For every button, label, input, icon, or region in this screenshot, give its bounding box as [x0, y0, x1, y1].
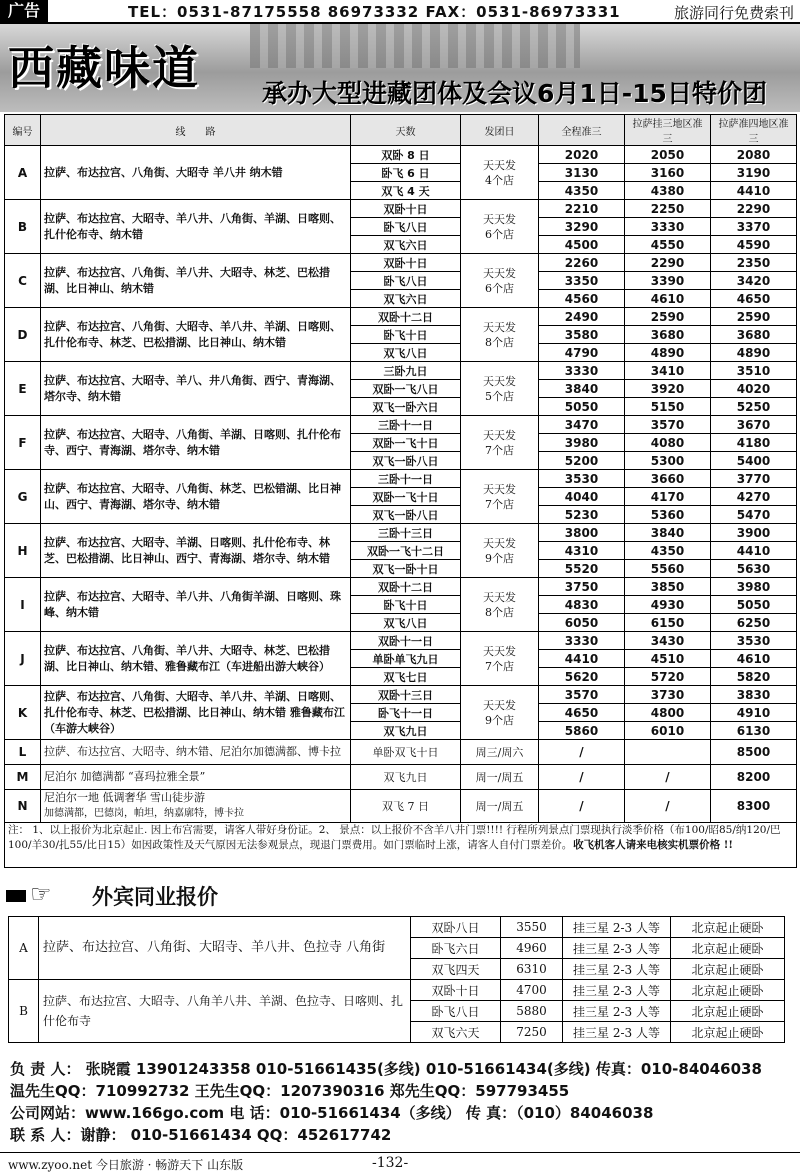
trip-duration: 双飞一卧八日 [351, 506, 461, 524]
table-row [5, 632, 797, 650]
trip-duration: 单卧双飞十日 [351, 740, 461, 765]
departure-schedule [461, 632, 539, 686]
price-lhasa-4star: 5470 [711, 506, 797, 524]
price-lhasa-3star: 5150 [625, 398, 711, 416]
trip-duration: 双卧十日 [351, 200, 461, 218]
departure-line: 天天发 [483, 644, 516, 658]
foreign-train: 北京起止硬卧 [671, 959, 785, 980]
price-lhasa-3star: 2290 [625, 254, 711, 272]
banner [0, 24, 800, 112]
table-row [5, 470, 797, 488]
trip-duration: 双卧十二日 [351, 578, 461, 596]
trip-duration: 三卧十三日 [351, 524, 461, 542]
trip-duration: 双飞一卧八日 [351, 452, 461, 470]
trip-duration: 双卧一飞十二日 [351, 542, 461, 560]
price-full-3star: 3750 [539, 578, 625, 596]
trip-duration: 三卧十一日 [351, 470, 461, 488]
departure-line: 6个店 [485, 227, 514, 241]
price-lhasa-3star: 6010 [625, 722, 711, 740]
price-full-3star: 4310 [539, 542, 625, 560]
price-lhasa-3star: 3330 [625, 218, 711, 236]
price-lhasa-4star: 4610 [711, 650, 797, 668]
price-full-3star: 2210 [539, 200, 625, 218]
foreign-price: 4960 [501, 938, 563, 959]
footer-qq: 温先生QQ：710992732 王先生QQ：1207390316 郑先生QQ：597793455 [10, 1082, 570, 1100]
price-lhasa-3star: 3920 [625, 380, 711, 398]
departure-schedule [461, 362, 539, 416]
price-lhasa-3star: 3390 [625, 272, 711, 290]
departure-line: 4个店 [485, 173, 514, 187]
departure-line: 9个店 [485, 713, 514, 727]
price-lhasa-3star: 4170 [625, 488, 711, 506]
foreign-train: 北京起止硬卧 [671, 917, 785, 938]
foreign-route-description: 拉萨、布达拉宫、八角街、大昭寺、羊八井、色拉寺 八角街 [39, 917, 411, 980]
table-row [5, 524, 797, 542]
price-lhasa-3star: 2050 [625, 146, 711, 164]
table-row [5, 362, 797, 380]
route-description: 拉萨、布达拉宫、大昭寺、八角街、林芝、巴松错湖、比日神山、西宁、青海湖、塔尔寺、纳木错 [41, 470, 351, 524]
header-departure: 发团日 [461, 115, 539, 146]
price-lhasa-4star: 3190 [711, 164, 797, 182]
note-row [5, 823, 797, 868]
table-row [5, 686, 797, 704]
price-lhasa-4star: 5630 [711, 560, 797, 578]
foreign-hotel: 挂三星 2-3 人等 [563, 938, 671, 959]
trip-duration: 双卧一飞八日 [351, 380, 461, 398]
trip-duration: 双飞一卧六日 [351, 398, 461, 416]
page-number: -132- [372, 1155, 409, 1171]
departure-schedule: 周一/周五 [461, 790, 539, 823]
price-full-3star: 3290 [539, 218, 625, 236]
banner-subtitle: 承办大型进藏团体及会议6月1日-15日特价团 [262, 79, 767, 108]
route-code: B [5, 200, 41, 254]
table-row [5, 765, 797, 790]
trip-duration: 双飞一卧十日 [351, 560, 461, 578]
price-lhasa-4star: 2080 [711, 146, 797, 164]
route-code: D [5, 308, 41, 362]
table-row [5, 578, 797, 596]
trip-duration: 双卧 8 日 [351, 146, 461, 164]
foreign-price: 7250 [501, 1022, 563, 1043]
route-code: G [5, 470, 41, 524]
route-description [41, 790, 351, 823]
route-description [41, 765, 351, 790]
trip-duration: 双飞 4 天 [351, 182, 461, 200]
trip-duration: 三卧十一日 [351, 416, 461, 434]
free-catalog-text: 旅游同行免费索刊 [673, 4, 794, 22]
foreign-row [9, 980, 785, 1001]
contact-footer [10, 1058, 762, 1146]
route-code: J [5, 632, 41, 686]
trip-duration: 双飞七日 [351, 668, 461, 686]
foreign-trip: 双飞六天 [411, 1022, 501, 1043]
price-lhasa-4star: 3680 [711, 326, 797, 344]
trip-duration: 三卧九日 [351, 362, 461, 380]
price-lhasa-3star: 5720 [625, 668, 711, 686]
price-full-3star: 3530 [539, 470, 625, 488]
trip-duration: 双飞 7 日 [351, 790, 461, 823]
price-lhasa-4star: 6130 [711, 722, 797, 740]
table-row [5, 740, 797, 765]
departure-line: 天天发 [483, 158, 516, 172]
foreign-trip: 卧飞八日 [411, 1001, 501, 1022]
trip-duration: 双飞九日 [351, 765, 461, 790]
price-lhasa-4star: 3370 [711, 218, 797, 236]
trip-duration: 卧飞十一日 [351, 704, 461, 722]
trip-duration: 卧飞八日 [351, 218, 461, 236]
price-lhasa-4star: 2350 [711, 254, 797, 272]
route-main-text: 尼泊尔一地 低调奢华 雪山徒步游 [44, 791, 205, 804]
departure-schedule [461, 578, 539, 632]
price-lhasa-3star: 3680 [625, 326, 711, 344]
price-lhasa-3star: 5300 [625, 452, 711, 470]
price-full-3star: 3330 [539, 362, 625, 380]
price-lhasa-4star: 3420 [711, 272, 797, 290]
header-route: 线 路 [41, 115, 351, 146]
departure-line: 天天发 [483, 374, 516, 388]
foreign-route-code: A [9, 917, 39, 980]
price-full-3star: 4350 [539, 182, 625, 200]
departure-line: 8个店 [485, 605, 514, 619]
departure-schedule [461, 146, 539, 200]
price-full-3star: 6050 [539, 614, 625, 632]
price-lhasa-4star: 4590 [711, 236, 797, 254]
route-code: C [5, 254, 41, 308]
price-lhasa-4star: 3510 [711, 362, 797, 380]
price-lhasa-3star: 5560 [625, 560, 711, 578]
route-code: I [5, 578, 41, 632]
route-main-text: 尼泊尔 加德满都 “喜玛拉雅全景” [44, 770, 206, 783]
price-lhasa-4star: 8500 [711, 740, 797, 765]
price-table [4, 114, 797, 868]
foreign-price: 4700 [501, 980, 563, 1001]
price-lhasa-3star: 4930 [625, 596, 711, 614]
potala-palace-image [250, 24, 580, 68]
trip-duration: 双卧一飞十日 [351, 434, 461, 452]
departure-schedule [461, 416, 539, 470]
route-code: H [5, 524, 41, 578]
departure-schedule: 周一/周五 [461, 765, 539, 790]
departure-schedule: 周三/周六 [461, 740, 539, 765]
departure-line: 7个店 [485, 659, 514, 673]
departure-line: 天天发 [483, 320, 516, 334]
price-full-3star: / [539, 765, 625, 790]
price-full-3star: 5050 [539, 398, 625, 416]
foreign-price: 5880 [501, 1001, 563, 1022]
foreign-trip: 双卧八日 [411, 917, 501, 938]
foreign-route-description: 拉萨、布达拉宫、大昭寺、八角羊八井、羊湖、色拉寺、日喀则、扎什伦布寺 [39, 980, 411, 1043]
price-full-3star: 3800 [539, 524, 625, 542]
price-full-3star: 5200 [539, 452, 625, 470]
price-lhasa-4star: 4890 [711, 344, 797, 362]
price-lhasa-3star: 3850 [625, 578, 711, 596]
price-lhasa-4star: 5250 [711, 398, 797, 416]
price-lhasa-4star: 3980 [711, 578, 797, 596]
foreign-hotel: 挂三星 2-3 人等 [563, 1001, 671, 1022]
trip-duration: 单卧单飞九日 [351, 650, 461, 668]
foreign-trip: 卧飞六日 [411, 938, 501, 959]
trip-duration: 双飞六日 [351, 290, 461, 308]
price-full-3star: 5520 [539, 560, 625, 578]
route-description: 拉萨、布达拉宫、八角街、羊八井、大昭寺、林芝、巴松措湖、比日神山、纳木错 [41, 254, 351, 308]
price-full-3star: 3570 [539, 686, 625, 704]
price-lhasa-3star: 3730 [625, 686, 711, 704]
table-row [5, 254, 797, 272]
price-lhasa-4star: 2290 [711, 200, 797, 218]
foreign-hotel: 挂三星 2-3 人等 [563, 917, 671, 938]
trip-duration: 双卧十三日 [351, 686, 461, 704]
header-code: 编号 [5, 115, 41, 146]
price-full-3star: 3330 [539, 632, 625, 650]
foreign-price: 3550 [501, 917, 563, 938]
price-full-3star: 2490 [539, 308, 625, 326]
price-full-3star: 2260 [539, 254, 625, 272]
price-lhasa-4star: 4650 [711, 290, 797, 308]
header-price-2: 拉萨挂三地区准三 [625, 115, 711, 146]
price-full-3star: 5620 [539, 668, 625, 686]
price-lhasa-4star: 4410 [711, 182, 797, 200]
table-row [5, 200, 797, 218]
departure-schedule [461, 254, 539, 308]
price-lhasa-3star [625, 740, 711, 765]
price-lhasa-4star: 6250 [711, 614, 797, 632]
price-full-3star: 4040 [539, 488, 625, 506]
page-footer [0, 1152, 800, 1173]
foreign-price-table [8, 916, 785, 1043]
foreign-trip: 双飞四天 [411, 959, 501, 980]
route-description: 拉萨、布达拉宫、八角街、大昭寺 羊八井 纳木错 [41, 146, 351, 200]
departure-line: 天天发 [483, 698, 516, 712]
price-lhasa-4star: 5050 [711, 596, 797, 614]
price-lhasa-3star: 5360 [625, 506, 711, 524]
price-lhasa-3star: 3660 [625, 470, 711, 488]
foreign-row [9, 917, 785, 938]
price-lhasa-4star: 4180 [711, 434, 797, 452]
route-code: M [5, 765, 41, 790]
departure-schedule [461, 524, 539, 578]
top-bar [0, 0, 800, 24]
route-description: 拉萨、布达拉宫、八角街、羊八井、大昭寺、林芝、巴松措湖、比日神山、纳木错、雅鲁藏布江（车进船出游大峡谷） [41, 632, 351, 686]
departure-line: 7个店 [485, 443, 514, 457]
trip-duration: 双卧十一日 [351, 632, 461, 650]
departure-schedule [461, 686, 539, 740]
departure-line: 天天发 [483, 428, 516, 442]
price-lhasa-3star: / [625, 790, 711, 823]
price-full-3star: 4500 [539, 236, 625, 254]
route-description: 拉萨、布达拉宫、八角街、大昭寺、羊八井、羊湖、日喀则、扎什伦布寺、林芝、巴松措湖、比日神山、纳木错 [41, 308, 351, 362]
price-lhasa-4star: 4910 [711, 704, 797, 722]
price-lhasa-4star: 4270 [711, 488, 797, 506]
price-lhasa-3star: 3570 [625, 416, 711, 434]
foreign-train: 北京起止硬卧 [671, 1022, 785, 1043]
price-lhasa-3star: 2590 [625, 308, 711, 326]
departure-schedule [461, 470, 539, 524]
route-code: L [5, 740, 41, 765]
route-description: 拉萨、布达拉宫、大昭寺、羊八井、八角街、羊湖、日喀则、扎什伦布寺、纳木错 [41, 200, 351, 254]
price-full-3star: 3980 [539, 434, 625, 452]
price-lhasa-3star: 4510 [625, 650, 711, 668]
route-description [41, 740, 351, 765]
section-bar [6, 890, 26, 902]
price-lhasa-3star: 3410 [625, 362, 711, 380]
price-lhasa-4star: 2590 [711, 308, 797, 326]
trip-duration: 双飞八日 [351, 614, 461, 632]
trip-duration: 卧飞八日 [351, 272, 461, 290]
foreign-price: 6310 [501, 959, 563, 980]
foreign-train: 北京起止硬卧 [671, 980, 785, 1001]
table-row [5, 146, 797, 164]
note-tail: 收飞机客人请来电核实机票价格 !! [573, 839, 733, 851]
route-sub-text: 加德满都，巴德岗，帕坦，纳嘉廓特，博卡拉 [44, 808, 244, 819]
price-lhasa-3star: 4350 [625, 542, 711, 560]
footer-contact: 联 系 人：谢静： 010-51661434 QQ：452617742 [10, 1126, 392, 1144]
banner-title: 西藏味道 [8, 41, 200, 95]
ad-tag: 广告 [0, 0, 48, 22]
departure-line: 7个店 [485, 497, 514, 511]
departure-schedule [461, 200, 539, 254]
trip-duration: 双飞六日 [351, 236, 461, 254]
price-lhasa-4star: 3530 [711, 632, 797, 650]
price-lhasa-3star: 3840 [625, 524, 711, 542]
table-header [5, 115, 797, 146]
price-full-3star: 3580 [539, 326, 625, 344]
departure-line: 天天发 [483, 212, 516, 226]
departure-line: 8个店 [485, 335, 514, 349]
footer-website: 公司网站：www.166go.com 电 话：010-51661434（多线） 传 真：（010）84046038 [10, 1104, 654, 1122]
price-lhasa-4star: 8200 [711, 765, 797, 790]
notes [5, 823, 797, 868]
table-row [5, 790, 797, 823]
price-lhasa-3star: 6150 [625, 614, 711, 632]
departure-line: 天天发 [483, 590, 516, 604]
header-price-1: 全程准三 [539, 115, 625, 146]
foreign-train: 北京起止硬卧 [671, 1001, 785, 1022]
price-full-3star: / [539, 790, 625, 823]
price-full-3star: 4410 [539, 650, 625, 668]
price-full-3star: 3840 [539, 380, 625, 398]
price-full-3star: 4790 [539, 344, 625, 362]
note-text: 注： 1、以上报价为北京起止. 因上布宫需要，请客人带好身份证。2、 景点：以上报价不含羊八井门票!!!! 行程所列景点门票现执行淡季价格（布100/昭85/纳120/巴100/羊30/扎55/比日15）如因政策性及天气原因无法参观景点，现退门票费用。如门票临时上涨，请客人自付门票差价。 [8, 824, 781, 851]
route-code: K [5, 686, 41, 740]
pointing-hand-icon: ☞ [30, 880, 52, 908]
table-row [5, 308, 797, 326]
trip-duration: 双卧十二日 [351, 308, 461, 326]
route-description: 拉萨、布达拉宫、大昭寺、羊湖、日喀则、扎什伦布寺、林芝、巴松措湖、比日神山、西宁、青海湖、塔尔寺、纳木错 [41, 524, 351, 578]
price-lhasa-3star: 3160 [625, 164, 711, 182]
price-full-3star: / [539, 740, 625, 765]
table-row [5, 416, 797, 434]
price-lhasa-4star: 3770 [711, 470, 797, 488]
trip-duration: 卧飞 6 日 [351, 164, 461, 182]
price-lhasa-4star: 5820 [711, 668, 797, 686]
departure-line: 天天发 [483, 266, 516, 280]
price-full-3star: 4560 [539, 290, 625, 308]
price-full-3star: 4830 [539, 596, 625, 614]
route-code: E [5, 362, 41, 416]
price-lhasa-3star: 4890 [625, 344, 711, 362]
route-main-text: 拉萨、布达拉宫、大昭寺、纳木错、尼泊尔加德满都、博卡拉 [44, 745, 341, 758]
departure-line: 9个店 [485, 551, 514, 565]
price-full-3star: 3130 [539, 164, 625, 182]
top-contact: TEL：0531-87175558 86973332 FAX：0531-86973331 [128, 3, 621, 21]
foreign-route-code: B [9, 980, 39, 1043]
price-lhasa-4star: 8300 [711, 790, 797, 823]
price-lhasa-3star: 4550 [625, 236, 711, 254]
price-lhasa-3star: 3430 [625, 632, 711, 650]
trip-duration: 卧飞十日 [351, 596, 461, 614]
price-lhasa-4star: 4410 [711, 542, 797, 560]
departure-line: 天天发 [483, 536, 516, 550]
foreign-hotel: 挂三星 2-3 人等 [563, 959, 671, 980]
departure-schedule [461, 308, 539, 362]
route-description: 拉萨、布达拉宫、八角街、大昭寺、羊八井、羊湖、日喀则、扎什伦布寺、林芝、巴松措湖、比日神山、纳木错 雅鲁藏布江（车游大峡谷） [41, 686, 351, 740]
departure-line: 6个店 [485, 281, 514, 295]
price-lhasa-4star: 5400 [711, 452, 797, 470]
price-lhasa-4star: 4020 [711, 380, 797, 398]
price-lhasa-3star: 4610 [625, 290, 711, 308]
trip-duration: 双飞九日 [351, 722, 461, 740]
foreign-hotel: 挂三星 2-3 人等 [563, 1022, 671, 1043]
price-full-3star: 3350 [539, 272, 625, 290]
header-price-3: 拉萨准四地区准三 [711, 115, 797, 146]
foreign-trip: 双卧十日 [411, 980, 501, 1001]
header-days: 天数 [351, 115, 461, 146]
price-lhasa-3star: 4800 [625, 704, 711, 722]
price-lhasa-4star: 3900 [711, 524, 797, 542]
site-text: www.zyoo.net 今日旅游 · 畅游天下 山东版 [8, 1158, 244, 1172]
route-description: 拉萨、布达拉宫、大昭寺、八角街、羊湖、日喀则、扎什伦布寺、西宁、青海湖、塔尔寺、纳木错 [41, 416, 351, 470]
price-lhasa-4star: 3830 [711, 686, 797, 704]
route-code: F [5, 416, 41, 470]
price-full-3star: 3470 [539, 416, 625, 434]
foreign-section-title: 外宾同业报价 [92, 885, 218, 909]
price-lhasa-3star: 2250 [625, 200, 711, 218]
price-lhasa-4star: 3670 [711, 416, 797, 434]
route-description: 拉萨、布达拉宫、大昭寺、羊八井、八角街羊湖、日喀则、珠峰、纳木错 [41, 578, 351, 632]
route-code: N [5, 790, 41, 823]
trip-duration: 双卧一飞十日 [351, 488, 461, 506]
foreign-train: 北京起止硬卧 [671, 938, 785, 959]
route-description: 拉萨、布达拉宫、大昭寺、羊八、井八角街、西宁、青海湖、塔尔寺、纳木错 [41, 362, 351, 416]
trip-duration: 双卧十日 [351, 254, 461, 272]
price-full-3star: 4650 [539, 704, 625, 722]
price-lhasa-3star: 4080 [625, 434, 711, 452]
footer-manager: 负 责 人： 张晓霞 13901243358 010-51661435(多线) 010-51661434(多线) 传真：010-84046038 [10, 1060, 762, 1078]
route-code: A [5, 146, 41, 200]
departure-line: 天天发 [483, 482, 516, 496]
price-lhasa-3star: 4380 [625, 182, 711, 200]
foreign-hotel: 挂三星 2-3 人等 [563, 980, 671, 1001]
price-full-3star: 5860 [539, 722, 625, 740]
price-full-3star: 2020 [539, 146, 625, 164]
price-full-3star: 5230 [539, 506, 625, 524]
trip-duration: 双飞八日 [351, 344, 461, 362]
trip-duration: 卧飞十日 [351, 326, 461, 344]
departure-line: 5个店 [485, 389, 514, 403]
price-lhasa-3star: / [625, 765, 711, 790]
